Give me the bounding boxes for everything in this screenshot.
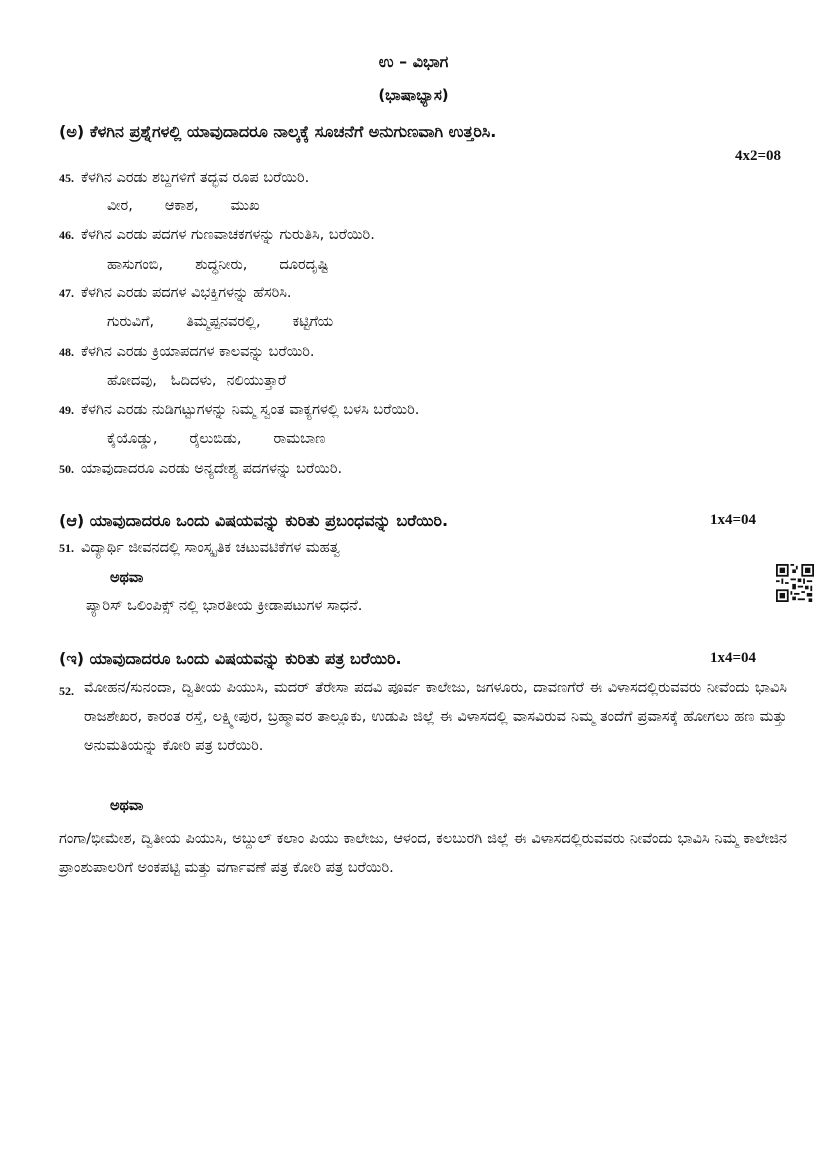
- part-c-heading: (ಇ) ಯಾವುದಾದರೂ ಒಂದು ವಿಷಯವನ್ನು ಕುರಿತು ಪತ್ರ ಬರೆಯಿರಿ.: [59, 649, 402, 668]
- question-46: [59, 227, 375, 243]
- part-b-marks: 1x4=04: [710, 512, 757, 528]
- question-text: ಕೆಳಗಿನ ಎರಡು ಪದಗಳ ಗುಣವಾಚಕಗಳನ್ನು ಗುರುತಿಸಿ, ಬರೆಯಿರಿ.: [81, 227, 375, 243]
- or-label: ಅಥವಾ: [110, 570, 144, 586]
- word: ರಾಮಬಾಣ: [273, 431, 326, 447]
- word: ಗುರುವಿಗೆ,: [107, 314, 155, 330]
- section-subtitle: (ಭಾಷಾಭ್ಯಾಸ): [378, 86, 449, 104]
- word: ಮುಖ: [230, 198, 260, 214]
- letter-option-2-text: ಗಂಗಾ/ಭೀಮೇಶ, ದ್ವಿತೀಯ ಪಿಯುಸಿ, ಅಬ್ದುಲ್ ಕಲಾಂ ಪಿಯು ಕಾಲೇಜು, ಆಳಂದ, ಕಲಬುರಗಿ ಜಿಲ್ಲೆ ಈ ವಿಳಾಸದಲ್ಲಿರುವವರು ನೀವೆಂದು ಭಾವಿಸಿ ನಿಮ್ಮ ಕಾಲೇಜಿನ ಪ್ರಾಂಶುಪಾಲರಿಗೆ ಅಂಕಪಟ್ಟಿ ಮತ್ತು ವರ್ಗಾವಣೆ ಪತ್ರ ಕೋರಿ ಪತ್ರ ಬರೆಯಿರಿ.: [59, 831, 787, 876]
- question-text: ಕೆಳಗಿನ ಎರಡು ಕ್ರಿಯಾಪದಗಳ ಕಾಲವನ್ನು ಬರೆಯಿರಿ.: [81, 344, 315, 360]
- question-47: [59, 285, 292, 301]
- word: ನಲಿಯುತ್ತಾರೆ: [226, 373, 287, 389]
- word: ತಿಮ್ಮಪ್ಪನವರಲ್ಲಿ,: [186, 314, 261, 330]
- question-51: [59, 540, 340, 556]
- essay-option-1: ವಿದ್ಯಾರ್ಥಿ ಜೀವನದಲ್ಲಿ ಸಾಂಸ್ಕೃತಿಕ ಚಟುವಟಿಕೆಗಳ ಮಹತ್ವ: [81, 540, 340, 556]
- question-number: 48.: [59, 345, 74, 359]
- word: ದೂರದೃಷ್ಟಿ: [279, 257, 329, 273]
- word: ಹೋದವು,: [107, 373, 157, 389]
- question-46-words: [107, 257, 361, 273]
- word: ಹಾಸುಗಂಬಿ,: [107, 257, 164, 273]
- section-title: ಉ – ವಿಭಾಗ: [378, 52, 449, 71]
- word: ಕಟ್ಟಿಗೆಯ: [292, 314, 334, 330]
- question-number: 45.: [59, 171, 74, 185]
- word: ಶುದ್ಧನೀರು,: [195, 257, 248, 273]
- question-text: ಕೆಳಗಿನ ಎರಡು ನುಡಿಗಟ್ಟುಗಳನ್ನು ನಿಮ್ಮ ಸ್ವಂತ ವಾಕ್ಯಗಳಲ್ಲಿ ಬಳಸಿ ಬರೆಯಿರಿ.: [81, 402, 420, 418]
- question-number: 50.: [59, 462, 74, 476]
- question-number: 46.: [59, 228, 74, 242]
- question-49: [59, 402, 419, 418]
- question-48-words: [107, 373, 318, 389]
- word: ಆಕಾಶ,: [164, 198, 199, 214]
- question-45: [59, 170, 309, 186]
- letter-option-1: [84, 674, 787, 761]
- question-number: 51.: [59, 541, 74, 555]
- question-52-number: 52.: [59, 684, 74, 698]
- part-b-heading: (ಆ) ಯಾವುದಾದರೂ ಒಂದು ವಿಷಯವನ್ನು ಕುರಿತು ಪ್ರಬಂಧವನ್ನು ಬರೆಯಿರಿ.: [59, 511, 449, 530]
- word: ವೀರ,: [107, 198, 133, 214]
- word: ಓದಿದಳು,: [170, 373, 217, 389]
- question-45-words: [107, 198, 292, 214]
- letter-option-1-text: ಮೋಹನ/ಸುನಂದಾ, ದ್ವಿತೀಯ ಪಿಯುಸಿ, ಮದರ್ ತೆರೇಸಾ ಪದವಿ ಪೂರ್ವ ಕಾಲೇಜು, ಜಗಳೂರು, ದಾವಣಗೆರೆ ಈ ವಿಳಾಸದಲ್ಲಿರುವವರು ನೀವೆಂದು ಭಾವಿಸಿ ರಾಜಶೇಖರ, ಕಾರಂತ ರಸ್ತೆ, ಲಕ್ಷ್ಮೀಪುರ, ಬ್ರಹ್ಮಾವರ ತಾಲ್ಲೂಕು, ಉಡುಪಿ ಜಿಲ್ಲೆ ಈ ವಿಳಾಸದಲ್ಲಿ ವಾಸವಿರುವ ನಿಮ್ಮ ತಂದೆಗೆ ಪ್ರವಾಸಕ್ಕೆ ಹೋಗಲು ಹಣ ಮತ್ತು ಅನುಮತಿಯನ್ನು ಕೋರಿ ಪತ್ರ ಬರೆಯಿರಿ.: [84, 680, 787, 754]
- question-47-words: [107, 314, 365, 330]
- or-label: ಅಥವಾ: [110, 798, 144, 814]
- question-text: ಕೆಳಗಿನ ಎರಡು ಪದಗಳ ವಿಭಕ್ತಿಗಳನ್ನು ಹೆಸರಿಸಿ.: [81, 285, 292, 301]
- question-number: 47.: [59, 286, 74, 300]
- word: ಕೈಯೊಡ್ಡು,: [107, 431, 158, 447]
- part-a-marks: 4x2=08: [735, 148, 782, 164]
- question-48: [59, 344, 315, 360]
- letter-option-2: [59, 825, 787, 883]
- question-49-words: [107, 431, 357, 447]
- part-c-marks: 1x4=04: [710, 650, 757, 666]
- qr-code-icon: [776, 564, 814, 602]
- essay-option-2: ಪ್ಯಾರಿಸ್ ಒಲಿಂಪಿಕ್ಸ್ ನಲ್ಲಿ ಭಾರತೀಯ ಕ್ರೀಡಾಪಟುಗಳ ಸಾಧನೆ.: [86, 598, 363, 614]
- question-50: [59, 461, 342, 477]
- part-a-heading: (ಅ) ಕೆಳಗಿನ ಪ್ರಶ್ನೆಗಳಲ್ಲಿ ಯಾವುದಾದರೂ ನಾಲ್ಕಕ್ಕೆ ಸೂಚನೆಗೆ ಅನುಗುಣವಾಗಿ ಉತ್ತರಿಸಿ.: [59, 122, 497, 141]
- question-text: ಕೆಳಗಿನ ಎರಡು ಶಬ್ದಗಳಿಗೆ ತದ್ಭವ ರೂಪ ಬರೆಯಿರಿ.: [81, 170, 310, 186]
- question-number: 49.: [59, 403, 74, 417]
- word: ರೈಲುಬಿಡು,: [189, 431, 242, 447]
- question-text: ಯಾವುದಾದರೂ ಎರಡು ಅನ್ಯದೇಶ್ಯ ಪದಗಳನ್ನು ಬರೆಯಿರಿ.: [81, 461, 343, 477]
